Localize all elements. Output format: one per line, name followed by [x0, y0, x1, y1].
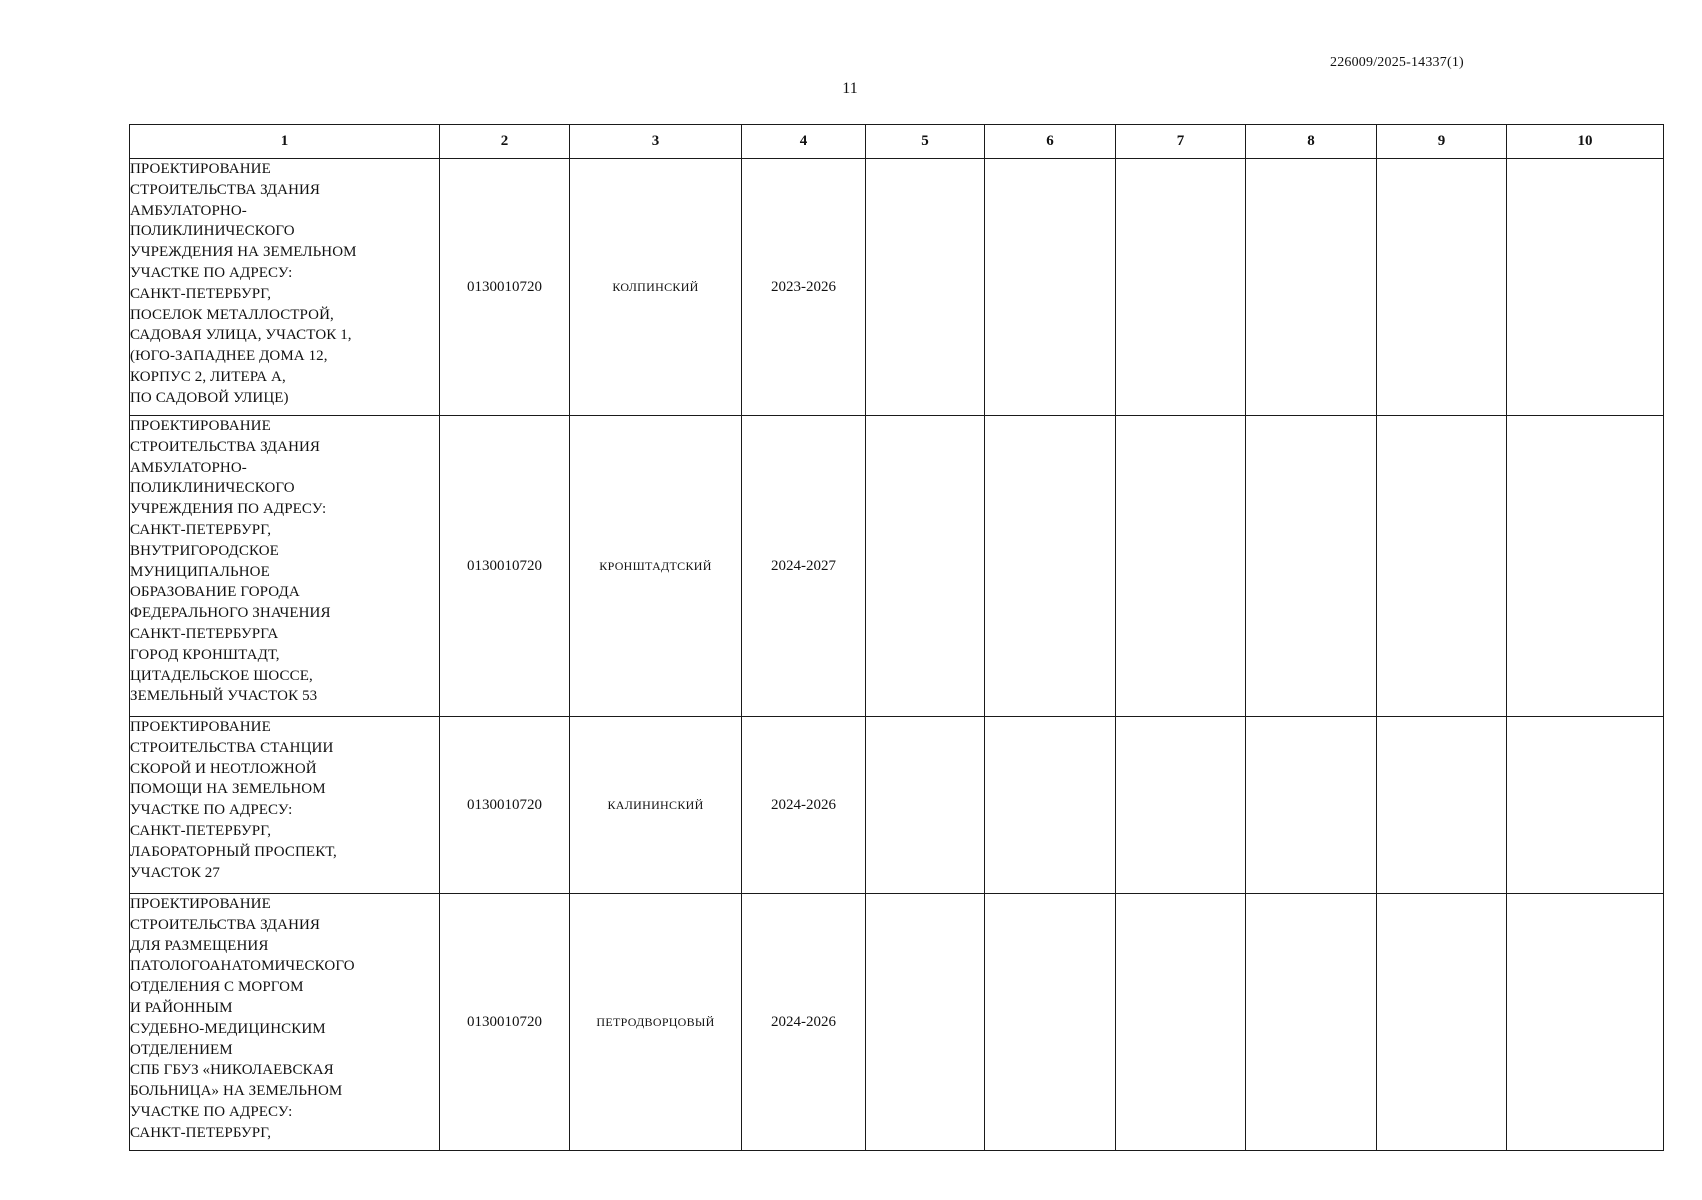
- empty-cell: [985, 894, 1116, 1151]
- empty-cell: [1116, 416, 1246, 717]
- empty-cell: [985, 159, 1116, 416]
- district-cell: ПЕТРОДВОРЦОВЫЙ: [570, 894, 742, 1151]
- column-header: 2: [440, 125, 570, 159]
- empty-cell: [1507, 416, 1664, 717]
- column-header: 8: [1246, 125, 1377, 159]
- period-cell: 2023-2026: [742, 159, 866, 416]
- table-row: [130, 159, 1664, 416]
- empty-cell: [1246, 416, 1377, 717]
- district-cell: КРОНШТАДТСКИЙ: [570, 416, 742, 717]
- object-name-cell: ПРОЕКТИРОВАНИЕ СТРОИТЕЛЬСТВА ЗДАНИЯ АМБУЛАТОРНО- ПОЛИКЛИНИЧЕСКОГО УЧРЕЖДЕНИЯ НА ЗЕМЕЛЬНОМ УЧАСТКЕ ПО АДРЕСУ: САНКТ-ПЕТЕРБУРГ, ПОСЕЛОК МЕТАЛЛОСТРОЙ, САДОВАЯ УЛИЦА, УЧАСТОК 1, (ЮГО-ЗАПАДНЕЕ ДОМА 12, КОРПУС 2, ЛИТЕРА А, ПО САДОВОЙ УЛИЦЕ): [130, 159, 440, 416]
- table-row: [130, 416, 1664, 717]
- district-cell: КОЛПИНСКИЙ: [570, 159, 742, 416]
- period-cell: 2024-2026: [742, 894, 866, 1151]
- empty-cell: [866, 894, 985, 1151]
- empty-cell: [985, 416, 1116, 717]
- code-cell: 0130010720: [440, 894, 570, 1151]
- empty-cell: [1507, 717, 1664, 894]
- column-header: 10: [1507, 125, 1664, 159]
- empty-cell: [985, 717, 1116, 894]
- page-number: 11: [842, 80, 858, 97]
- object-name-cell: ПРОЕКТИРОВАНИЕ СТРОИТЕЛЬСТВА СТАНЦИИ СКОРОЙ И НЕОТЛОЖНОЙ ПОМОЩИ НА ЗЕМЕЛЬНОМ УЧАСТКЕ ПО АДРЕСУ: САНКТ-ПЕТЕРБУРГ, ЛАБОРАТОРНЫЙ ПРОСПЕКТ, УЧАСТОК 27: [130, 717, 440, 894]
- object-name-cell: ПРОЕКТИРОВАНИЕ СТРОИТЕЛЬСТВА ЗДАНИЯ АМБУЛАТОРНО- ПОЛИКЛИНИЧЕСКОГО УЧРЕЖДЕНИЯ ПО АДРЕСУ: САНКТ-ПЕТЕРБУРГ, ВНУТРИГОРОДСКОЕ МУНИЦИПАЛЬНОЕ ОБРАЗОВАНИЕ ГОРОДА ФЕДЕРАЛЬНОГО ЗНАЧЕНИЯ САНКТ-ПЕТЕРБУРГА ГОРОД КРОНШТАДТ, ЦИТАДЕЛЬСКОЕ ШОССЕ, ЗЕМЕЛЬНЫЙ УЧАСТОК 53: [130, 416, 440, 717]
- period-cell: 2024-2027: [742, 416, 866, 717]
- empty-cell: [866, 717, 985, 894]
- empty-cell: [866, 416, 985, 717]
- empty-cell: [1507, 894, 1664, 1151]
- empty-cell: [1116, 159, 1246, 416]
- empty-cell: [866, 159, 985, 416]
- column-header: 3: [570, 125, 742, 159]
- document-number: 226009/2025-14337(1): [1330, 55, 1464, 70]
- column-header: 1: [130, 125, 440, 159]
- code-cell: 0130010720: [440, 717, 570, 894]
- object-name-cell: ПРОЕКТИРОВАНИЕ СТРОИТЕЛЬСТВА ЗДАНИЯ ДЛЯ РАЗМЕЩЕНИЯ ПАТОЛОГОАНАТОМИЧЕСКОГО ОТДЕЛЕНИЯ С МОРГОМ И РАЙОННЫМ СУДЕБНО-МЕДИЦИНСКИМ ОТДЕЛЕНИЕМ СПБ ГБУЗ «НИКОЛАЕВСКАЯ БОЛЬНИЦА» НА ЗЕМЕЛЬНОМ УЧАСТКЕ ПО АДРЕСУ: САНКТ-ПЕТЕРБУРГ,: [130, 894, 440, 1151]
- period-cell: 2024-2026: [742, 717, 866, 894]
- empty-cell: [1246, 717, 1377, 894]
- register-table: [129, 124, 1664, 1151]
- empty-cell: [1246, 159, 1377, 416]
- empty-cell: [1116, 894, 1246, 1151]
- column-header: 5: [866, 125, 985, 159]
- empty-cell: [1116, 717, 1246, 894]
- empty-cell: [1377, 416, 1507, 717]
- empty-cell: [1377, 159, 1507, 416]
- column-header: 7: [1116, 125, 1246, 159]
- empty-cell: [1507, 159, 1664, 416]
- empty-cell: [1377, 717, 1507, 894]
- table-row: [130, 717, 1664, 894]
- empty-cell: [1246, 894, 1377, 1151]
- code-cell: 0130010720: [440, 416, 570, 717]
- column-header: 4: [742, 125, 866, 159]
- column-header: 9: [1377, 125, 1507, 159]
- district-cell: КАЛИНИНСКИЙ: [570, 717, 742, 894]
- column-header: 6: [985, 125, 1116, 159]
- column-number-row: [130, 125, 1664, 159]
- empty-cell: [1377, 894, 1507, 1151]
- code-cell: 0130010720: [440, 159, 570, 416]
- table-row: [130, 894, 1664, 1151]
